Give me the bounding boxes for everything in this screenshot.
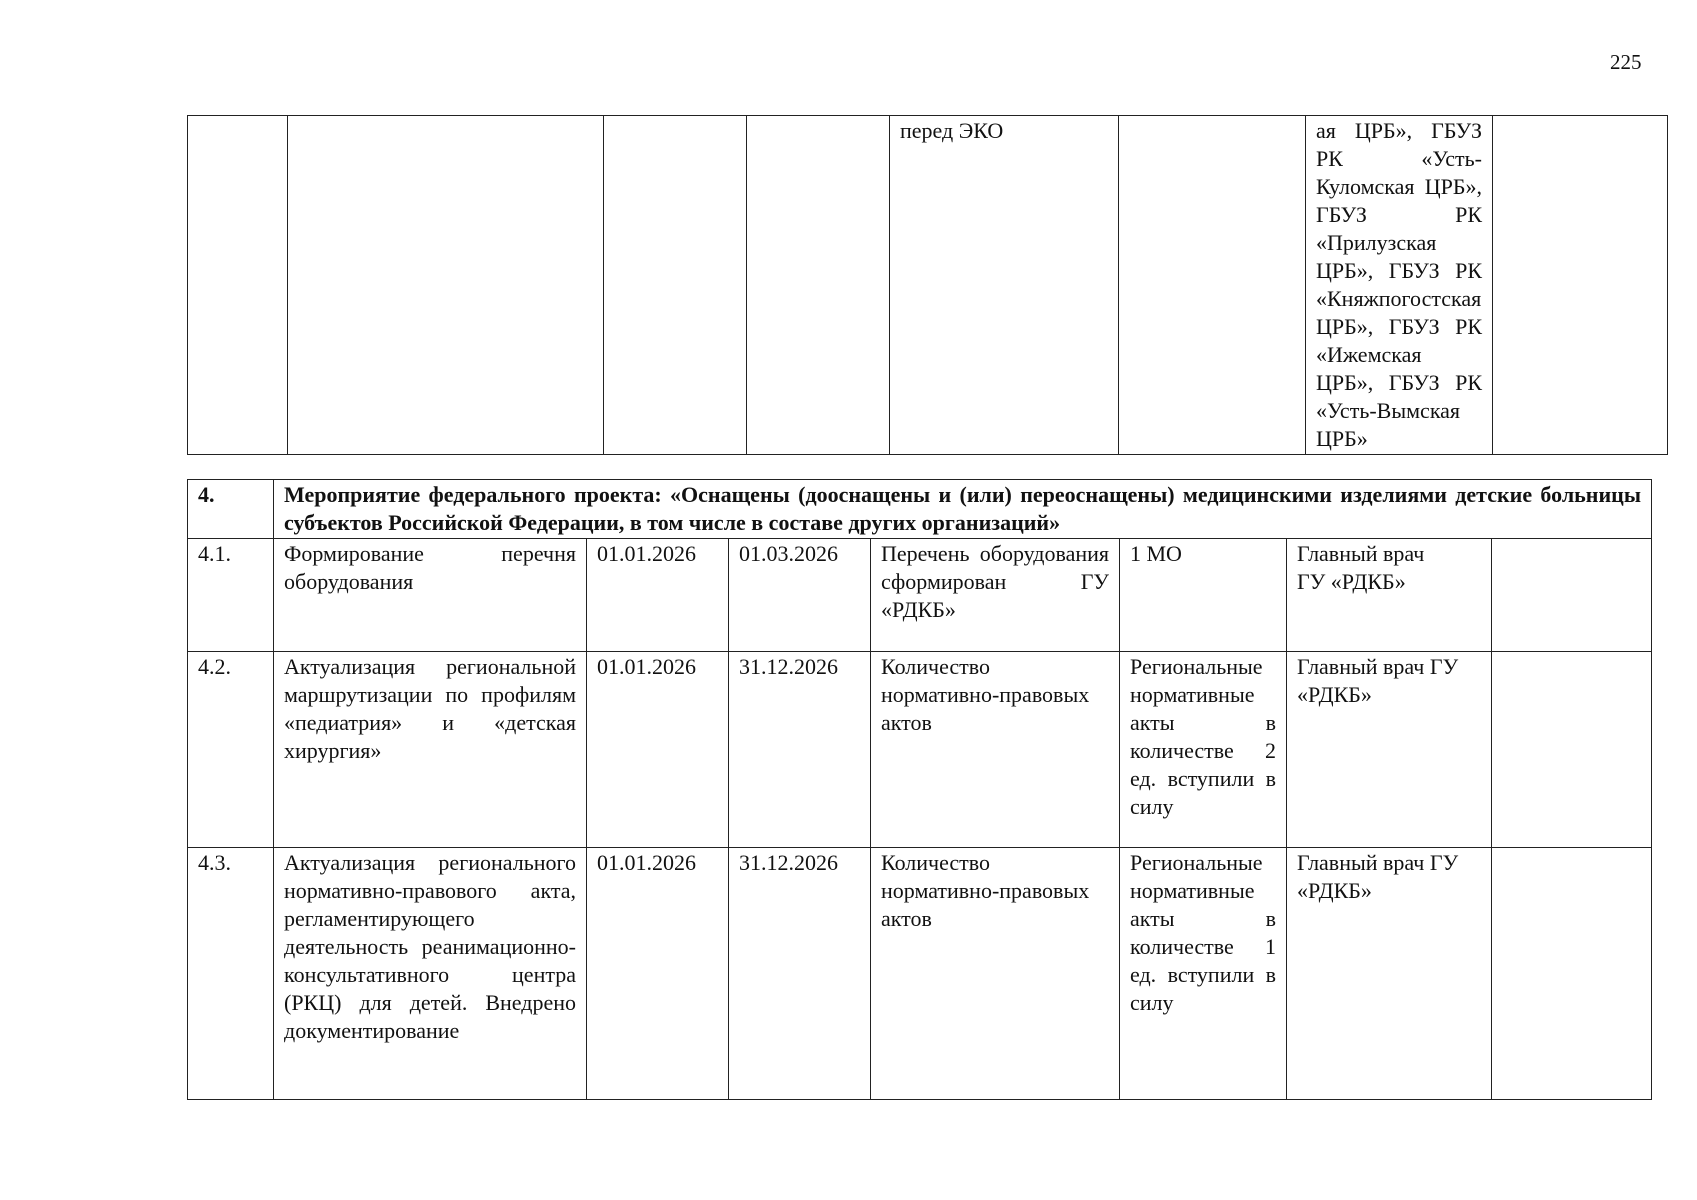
cell-empty: [188, 116, 288, 455]
extra-cell: [1492, 539, 1652, 652]
table-row: [188, 848, 1652, 1100]
row-number: 4.2.: [188, 652, 274, 848]
table-row: [188, 116, 1668, 455]
cell-empty: [1493, 116, 1668, 455]
section-title: Мероприятие федерального проекта: «Оснащены (дооснащены и (или) переоснащены) медицинскими изделиями детские больницы субъектов Российской Федерации, в том числе в составе других организаций»: [274, 480, 1652, 539]
end-date-cell: 31.12.2026: [729, 652, 871, 848]
cell-empty: [1119, 116, 1306, 455]
result-cell: Перечень оборудования сформирован ГУ «РДКБ»: [871, 539, 1120, 652]
extra-cell: [1492, 848, 1652, 1100]
indicator-cell: Региональные нормативные акты в количестве 2 ед. вступили в силу: [1120, 652, 1287, 848]
end-date-cell: 31.12.2026: [729, 848, 871, 1100]
cell-empty: [288, 116, 604, 455]
responsible-cell: Главный врач ГУ «РДКБ»: [1287, 848, 1492, 1100]
result-cell: Количество нормативно-правовых актов: [871, 652, 1120, 848]
page-number: 225: [1610, 50, 1642, 74]
responsible-cell: Главный врач ГУ «РДКБ»: [1287, 539, 1492, 652]
cell-empty: [747, 116, 890, 455]
section-header-row: [188, 480, 1652, 539]
activities-table: [187, 479, 1652, 1100]
extra-cell: [1492, 652, 1652, 848]
row-number: 4.1.: [188, 539, 274, 652]
result-cell: Количество нормативно-правовых актов: [871, 848, 1120, 1100]
start-date-cell: 01.01.2026: [587, 539, 729, 652]
indicator-cell: Региональные нормативные акты в количестве 1 ед. вступили в силу: [1120, 848, 1287, 1100]
start-date-cell: 01.01.2026: [587, 652, 729, 848]
indicator-cell: 1 МО: [1120, 539, 1287, 652]
table-row: [188, 652, 1652, 848]
table-row: [188, 539, 1652, 652]
result-cell: перед ЭКО: [890, 116, 1119, 455]
activity-cell: Актуализация региональной маршрутизации по профилям «педиатрия» и «детская хирургия»: [274, 652, 587, 848]
activity-cell: Формирование перечня оборудования: [274, 539, 587, 652]
responsible-cell: Главный врач ГУ «РДКБ»: [1287, 652, 1492, 848]
continuation-table: [187, 115, 1668, 455]
activity-cell: Актуализация регионального нормативно-правового акта, регламентирующего деятельность реанимационно-консультативного центра (РКЦ) для детей. Внедрено документирование: [274, 848, 587, 1100]
cell-empty: [604, 116, 747, 455]
responsible-cell: ая ЦРБ», ГБУЗ РК «Усть-Куломская ЦРБ», ГБУЗ РК «Прилузская ЦРБ», ГБУЗ РК «Княжпогостская ЦРБ», ГБУЗ РК «Ижемская ЦРБ», ГБУЗ РК «Усть-Вымская ЦРБ»: [1306, 116, 1493, 455]
end-date-cell: 01.03.2026: [729, 539, 871, 652]
section-number: 4.: [188, 480, 274, 539]
start-date-cell: 01.01.2026: [587, 848, 729, 1100]
row-number: 4.3.: [188, 848, 274, 1100]
